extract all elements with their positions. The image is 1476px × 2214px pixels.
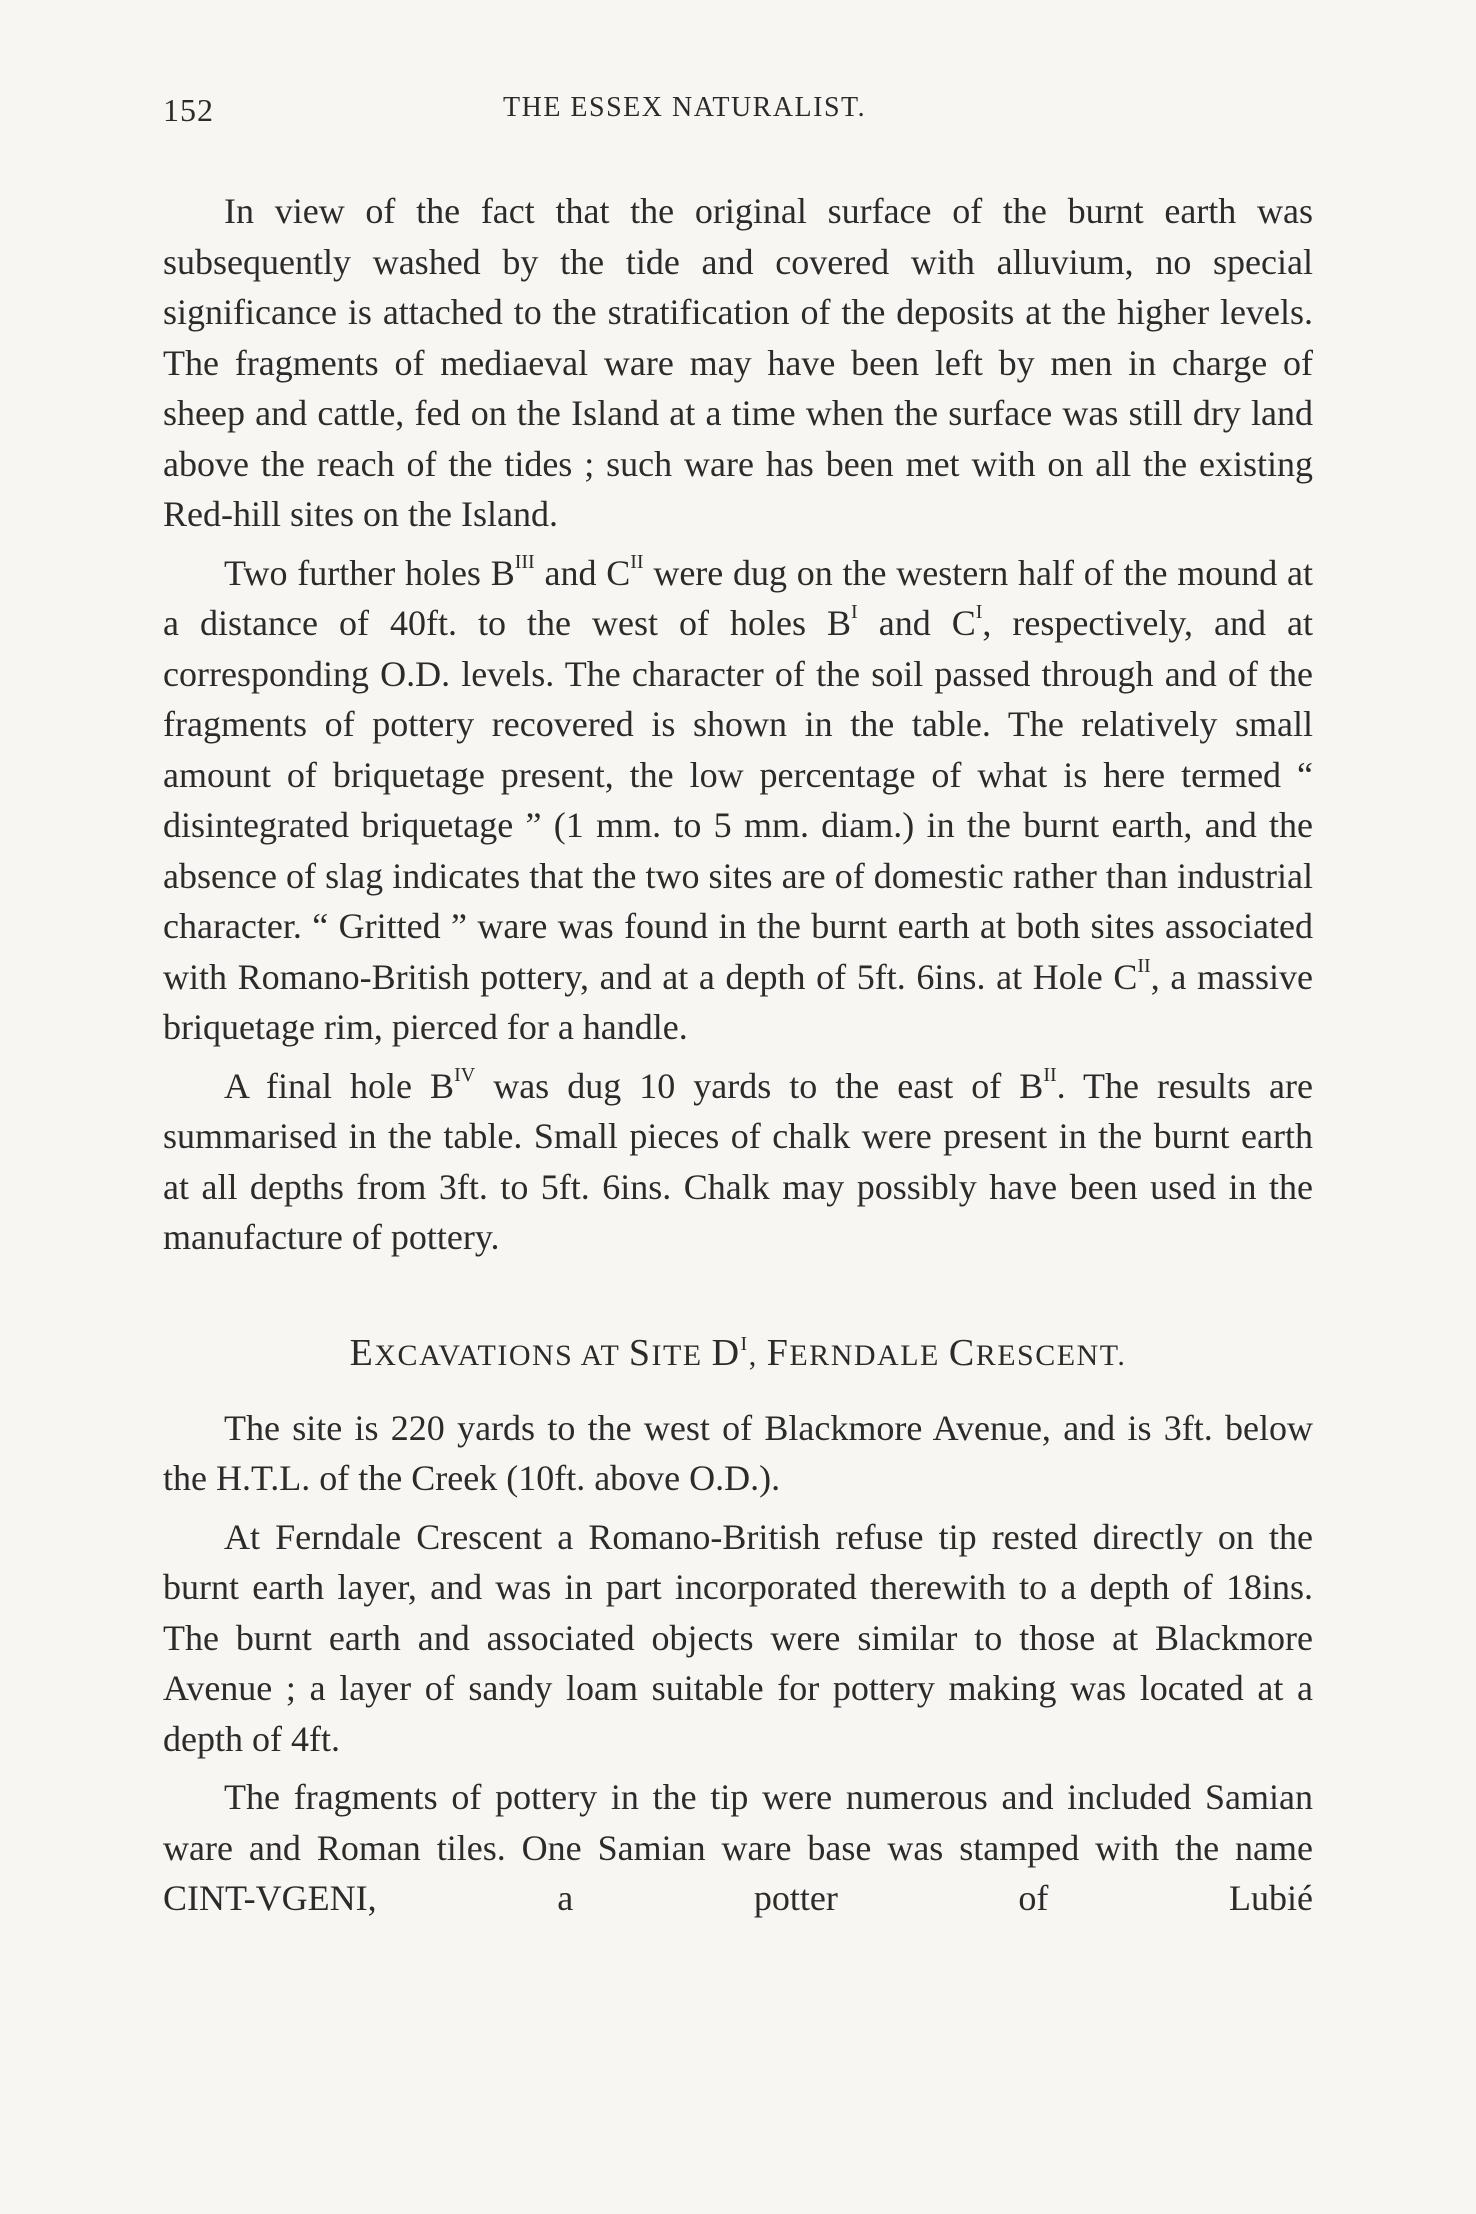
- heading-text: ,: [748, 1338, 767, 1372]
- body-text: [163, 186, 1313, 1924]
- superscript: II: [1043, 1063, 1057, 1086]
- text-run: A final hole B: [224, 1065, 455, 1106]
- superscript: I: [851, 601, 858, 623]
- paragraph-2: [163, 548, 1313, 1053]
- text-run: were dug on the western half of the mound at a distance of 40ft. to the west of holes B: [163, 552, 1313, 643]
- paragraph-4: The site is 220 yards to the west of Blackmore Avenue, and is 3ft. below the H.T.L. of the Creek (10ft. above O.D.).: [163, 1407, 1313, 1498]
- heading-text: ERNDALE: [789, 1338, 949, 1372]
- paragraph-3: [163, 1061, 1313, 1263]
- page-content: [163, 82, 1313, 1932]
- text-run: and C: [534, 552, 631, 593]
- superscript: IV: [454, 1063, 476, 1086]
- paragraph-5: At Ferndale Crescent a Romano-British refuse tip rested directly on the burnt earth layer, and was in part incorporated therewith to a depth of 18ins. The burnt earth and associated objects were similar to those at Blackmore Avenue ; a layer of sandy loam suitable for pottery making was located at a depth of 4ft.: [163, 1516, 1313, 1759]
- heading-initial: S: [628, 1331, 652, 1374]
- page-number: 152: [163, 92, 214, 128]
- superscript: I: [740, 1332, 749, 1355]
- superscript: II: [630, 550, 644, 573]
- heading-initial: F: [766, 1331, 790, 1374]
- text-run: , respectively, and at corresponding O.D. levels. The character of the soil passed through and of the fragments of pottery recovered is shown in the table. The relatively small amount of briquetage present, the low percentage of what is here termed “ disintegrated briquetage ” (1 mm. to 5 mm. diam.) in the burnt earth, and the absence of slag indicates that the two sites are of domestic rather than industrial character. “ Gritted ” ware was found in the burnt earth at both sites associated with Romano-British pottery, and at a depth of 5ft. 6ins. at Hole C: [163, 603, 1313, 997]
- heading-initial: C: [948, 1331, 976, 1374]
- heading-initial: E: [349, 1331, 375, 1374]
- section-heading: [163, 1328, 1313, 1381]
- heading-text: ITE: [651, 1338, 712, 1372]
- page-header: [163, 82, 1313, 142]
- heading-text: XCAVATIONS AT: [374, 1338, 629, 1372]
- superscript: III: [514, 550, 535, 573]
- running-head: THE ESSEX NATURALIST.: [503, 92, 867, 123]
- superscript: II: [1137, 954, 1151, 977]
- text-run: . The results are summarised in the table. Small pieces of chalk were present in the burnt earth at all depths from 3ft. to 5ft. 6ins. Chalk may possibly have been used in the manufacture of pottery.: [163, 1065, 1313, 1257]
- text-run: was dug 10 yards to the east of B: [475, 1065, 1044, 1106]
- text-run: , a massive briquetage rim, pierced for a handle.: [163, 956, 1313, 1047]
- superscript: I: [975, 601, 983, 623]
- text-run: and C: [857, 603, 976, 643]
- heading-text: RESCENT.: [975, 1338, 1127, 1372]
- heading-initial: D: [711, 1331, 741, 1374]
- paragraph-1: In view of the fact that the original surface of the burnt earth was subsequently washed by the tide and covered with alluvium, no special significance is attached to the stratification of the deposits at the higher levels. The fragments of mediaeval ware may have been left by men in charge of sheep and cattle, fed on the Island at a time when the surface was still dry land above the reach of the tides ; such ware has been met with on all the existing Red-hill sites on the Island.: [163, 191, 1313, 534]
- text-run: Two further holes B: [224, 552, 515, 593]
- paragraph-6: The fragments of pottery in the tip were numerous and included Samian ware and Roman tiles. One Samian ware base was stamped with the name CINT-VGENI, a potter of Lubié: [163, 1777, 1313, 1918]
